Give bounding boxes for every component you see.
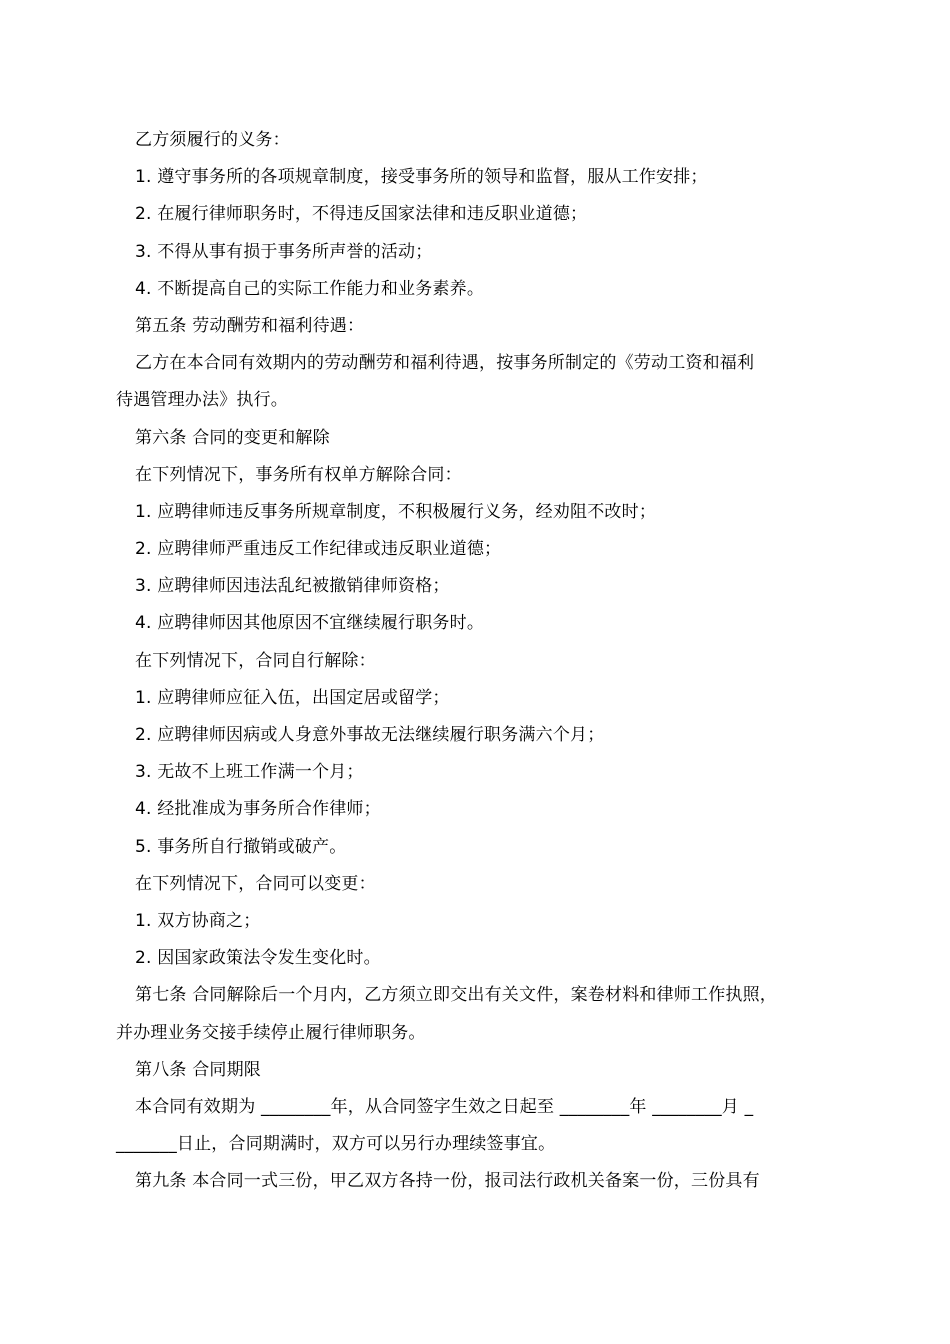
paragraph-line: 并办理业务交接手续停止履行律师职务。 [116,1022,426,1043]
paragraph-line: 1. 应聘律师违反事务所规章制度，不积极履行义务，经劝阻不改时； [135,501,657,522]
section-heading: 第五条 劳动酬劳和福利待遇： [135,315,365,336]
paragraph-line: 4. 经批准成为事务所合作律师； [135,799,381,820]
paragraph-line: 乙方在本合同有效期内的劳动酬劳和福利待遇，按事务所制定的《劳动工资和福利 [135,353,755,374]
paragraph-line: 3. 无故不上班工作满一个月； [135,762,364,783]
section-heading: 第七条 合同解除后一个月内，乙方须立即交出有关文件，案卷材料和律师工作执照， [135,985,778,1006]
paragraph-line: 1. 应聘律师应征入伍，出国定居或留学； [135,687,450,708]
paragraph-line: 本合同有效期为 ________年，从合同签字生效之日起至 ________年 ________月 _ [135,1096,754,1117]
paragraph-line: 乙方须履行的义务： [135,130,290,150]
paragraph-line: 1. 双方协商之； [135,910,261,931]
paragraph-line: 1. 遵守事务所的各项规章制度，接受事务所的领导和监督，服从工作安排； [135,167,708,188]
paragraph-line: 2. 应聘律师因病或人身意外事故无法继续履行职务满六个月； [135,725,605,745]
section-heading: 第六条 合同的变更和解除 [135,427,330,448]
section-heading: 第九条 本合同一式三份，甲乙双方各持一份，报司法行政机关备案一份，三份具有 [135,1171,760,1192]
paragraph-line: 在下列情况下，合同可以变更： [135,873,376,894]
paragraph-line: 在下列情况下，事务所有权单方解除合同： [135,464,462,485]
paragraph-line: 在下列情况下，合同自行解除： [135,650,376,671]
section-heading: 第八条 合同期限 [135,1059,262,1080]
paragraph-line: 4. 不断提高自己的实际工作能力和业务素养。 [135,278,485,299]
paragraph-line: _______日止，合同期满时，双方可以另行办理续签事宜。 [116,1134,556,1155]
paragraph-line: 3. 应聘律师因违法乱纪被撤销律师资格； [135,576,450,597]
paragraph-line: 2. 因国家政策法令发生变化时。 [135,948,381,969]
paragraph-line: 5. 事务所自行撤销或破产。 [135,836,347,857]
paragraph-line: 2. 在履行律师职务时，不得违反国家法律和违反职业道德； [135,204,588,225]
paragraph-line: 3. 不得从事有损于事务所声誉的活动； [135,241,433,262]
paragraph-line: 4. 应聘律师因其他原因不宜继续履行职务时。 [135,613,485,634]
paragraph-line: 2. 应聘律师严重违反工作纪律或违反职业道德； [135,539,502,560]
paragraph-line: 待遇管理办法》执行。 [116,390,288,411]
document-body [116,122,836,1200]
